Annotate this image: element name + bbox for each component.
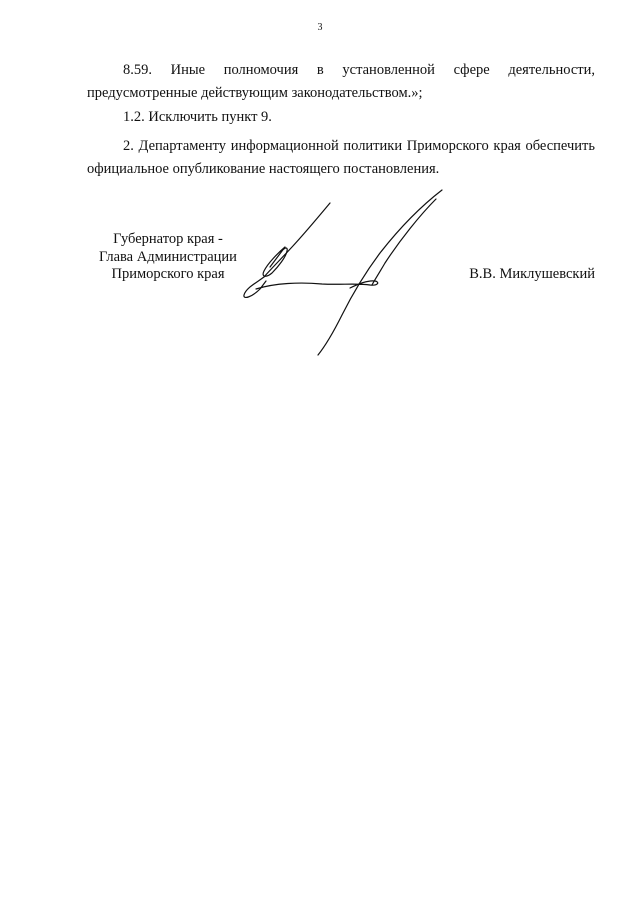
paragraph-1-2: 1.2. Исключить пункт 9. <box>123 109 272 125</box>
page-number: 3 <box>317 22 323 33</box>
signature-stroke <box>372 199 436 285</box>
signature-stroke <box>263 247 287 276</box>
signer-position-line: Глава Администрации <box>99 248 237 265</box>
paragraph-2: 2. Департаменту информационной политики Приморского края обеспечить официальное опубликование настоящего постановления. <box>87 138 595 177</box>
paragraph-8-59: 8.59. Иные полномочия в установленной сфере деятельности, предусмотренные действующим законодательством.»; <box>87 62 595 101</box>
signer-position-line: Приморского края <box>111 266 225 282</box>
signer-position-line: Губернатор края - <box>113 231 223 247</box>
handwritten-signature <box>230 185 470 360</box>
signature-stroke <box>256 281 378 289</box>
signature-stroke <box>264 203 330 277</box>
signer-name: В.В. Миклушевский <box>469 266 595 282</box>
